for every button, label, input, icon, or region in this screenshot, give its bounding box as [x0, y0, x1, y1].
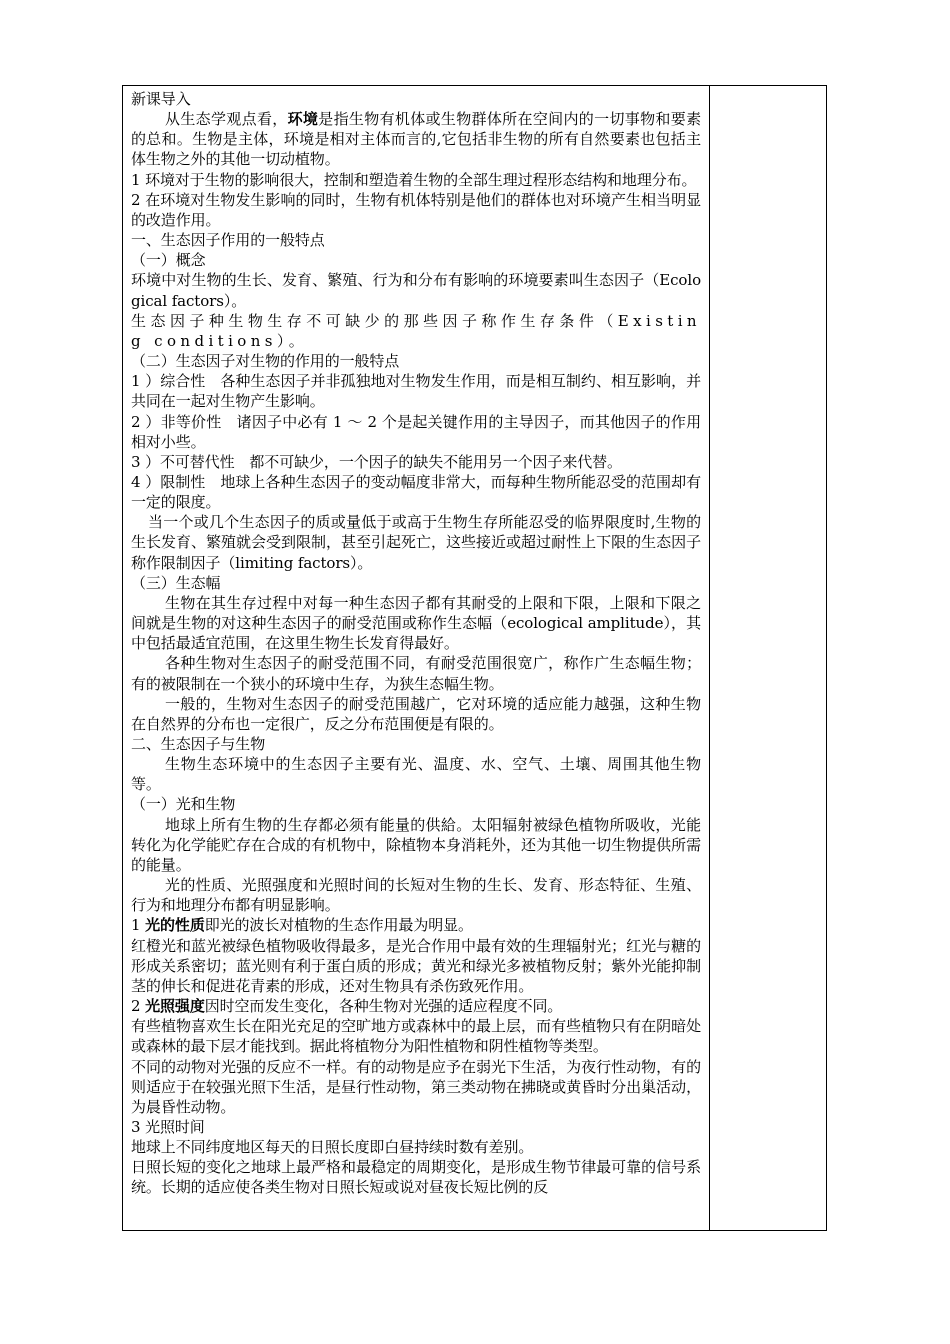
- term-light-quality: 光的性质: [145, 916, 205, 935]
- paragraph: 生物在其生存过程中对每一种生态因子都有其耐受的上限和下限，上限和下限之间就是生物的对这种生态因子的耐受范围或称作生态幅（ecological amplitude），其中包括最适宜范围，在这里生物生长发育得最好。: [131, 593, 701, 653]
- subsection-heading: （一）概念: [131, 251, 206, 270]
- paragraph: 环境中对生物的生长、发育、繁殖、行为和分布有影响的环境要素叫生态因子（Ecological factors）。: [131, 271, 701, 310]
- paragraph: 红橙光和蓝光被绿色植物吸收得最多，是光合作用中最有效的生理辐射光；红光与糖的形成关系密切；蓝光则有利于蛋白质的形成；黄光和绿光多被植物反射；紫外光能抑制茎的伸长和促进花青素的形成，还对生物具有杀伤致死作用。: [131, 936, 701, 995]
- list-item: 3 ）不可替代性 都不可缺少，一个因子的缺失不能用另一个因子来代替。: [131, 452, 622, 471]
- list-item: 4 ）限制性 地球上各种生态因子的变动幅度非常大，而每种生物所能忍受的范围却有一定的限度。: [131, 472, 701, 512]
- paragraph: 当一个或几个生态因子的质或量低于或高于生物生存所能忍受的临界限度时,生物的生长发育、繁殖就会受到限制，甚至引起死亡，这些接近或超过耐性上下限的生态因子称作限制因子（limiting factors）。: [131, 513, 701, 572]
- subsection-heading: （一）光和生物: [131, 795, 236, 814]
- paragraph: 1 环境对于生物的影响很大，控制和塑造着生物的全部生理过程形态结构和地理分布。: [131, 170, 697, 189]
- paragraph: 一般的，生物对生态因子的耐受范围越广，它对环境的适应能力越强，这种生物在自然界的分布也一定很广，反之分布范围便是有限的。: [131, 694, 701, 733]
- lesson-table: [122, 85, 827, 1231]
- subsection-heading: （三）生态幅: [131, 573, 221, 592]
- paragraph-light-intensity: 2 光照强度因时空而发生变化，各种生物对光强的适应程度不同。: [131, 997, 563, 1016]
- term-light-intensity: 光照强度: [145, 997, 205, 1016]
- section-heading: 二、生态因子与生物: [131, 735, 266, 753]
- paragraph: 日照长短的变化之地球上最严格和最稳定的周期变化，是形成生物节律最可靠的信号系统。长期的适应使各类生物对日照长短或说对昼夜长短比例的反: [131, 1158, 701, 1197]
- subsection-heading: （二）生态因子对生物的作用的一般特点: [131, 352, 400, 371]
- term-environment: 环境: [287, 110, 319, 129]
- main-content-cell: [131, 89, 701, 1198]
- paragraph-light-quality: 1 光的性质即光的波长对植物的生态作用最为明显。: [131, 916, 473, 935]
- paragraph: 生物生态环境中的生态因子主要有光、温度、水、空气、土壤、周围其他生物等。: [131, 755, 701, 794]
- paragraph: 有些植物喜欢生长在阳光充足的空旷地方或森林中的最上层，而有些植物只有在阴暗处或森林的最下层才能找到。据此将植物分为阳性植物和阴性植物等类型。: [131, 1017, 701, 1056]
- paragraph: 生态因子种生物生存不可缺少的那些因子称作生存条件（Existing conditions）。: [131, 311, 701, 350]
- section-heading-intro: 新课导入: [131, 90, 191, 108]
- paragraph: 2 在环境对生物发生影响的同时，生物有机体特别是他们的群体也对环境产生相当明显的改造作用。: [131, 190, 701, 229]
- notes-cell: [710, 86, 826, 1230]
- paragraph-environment-definition: 从生态学观点看，环境是指生物有机体或生物群体所在空间内的一切事物和要素的总和。生物是主体，环境是相对主体而言的,它包括非生物的所有自然要素也包括主体生物之外的其他一切动植物。: [131, 110, 701, 169]
- paragraph: 地球上不同纬度地区每天的日照长度即白昼持续时数有差别。: [131, 1138, 534, 1157]
- paragraph: 各种生物对生态因子的耐受范围不同，有耐受范围很宽广，称作广生态幅生物；有的被限制在一个狭小的环境中生存，为狭生态幅生物。: [131, 654, 701, 693]
- paragraph: 地球上所有生物的生存都必须有能量的供給。太阳辐射被绿色植物所吸收，光能转化为化学能贮存在合成的有机物中，除植物本身消耗外，还为其他一切生物提供所需的能量。: [131, 815, 701, 874]
- paragraph: 3 光照时间: [131, 1117, 205, 1136]
- section-heading: 一、生态因子作用的一般特点: [131, 231, 325, 250]
- paragraph: 光的性质、光照强度和光照时间的长短对生物的生长、发育、形态特征、生殖、行为和地理分布都有明显影响。: [131, 876, 701, 915]
- paragraph: 不同的动物对光强的反应不一样。有的动物是应予在弱光下生活，为夜行性动物，有的则适应于在较强光照下生活，是昼行性动物，第三类动物在拂晓或黄昏时分出巢活动，为晨昏性动物。: [131, 1057, 701, 1116]
- list-item: 1 ）综合性 各种生态因子并非孤独地对生物发生作用，而是相互制约、相互影响，并共同在一起对生物产生影响。: [131, 372, 701, 411]
- list-item: 2 ）非等价性 诸因子中必有 1 ～ 2 个是起关键作用的主导因子，而其他因子的作用相对小些。: [131, 412, 701, 451]
